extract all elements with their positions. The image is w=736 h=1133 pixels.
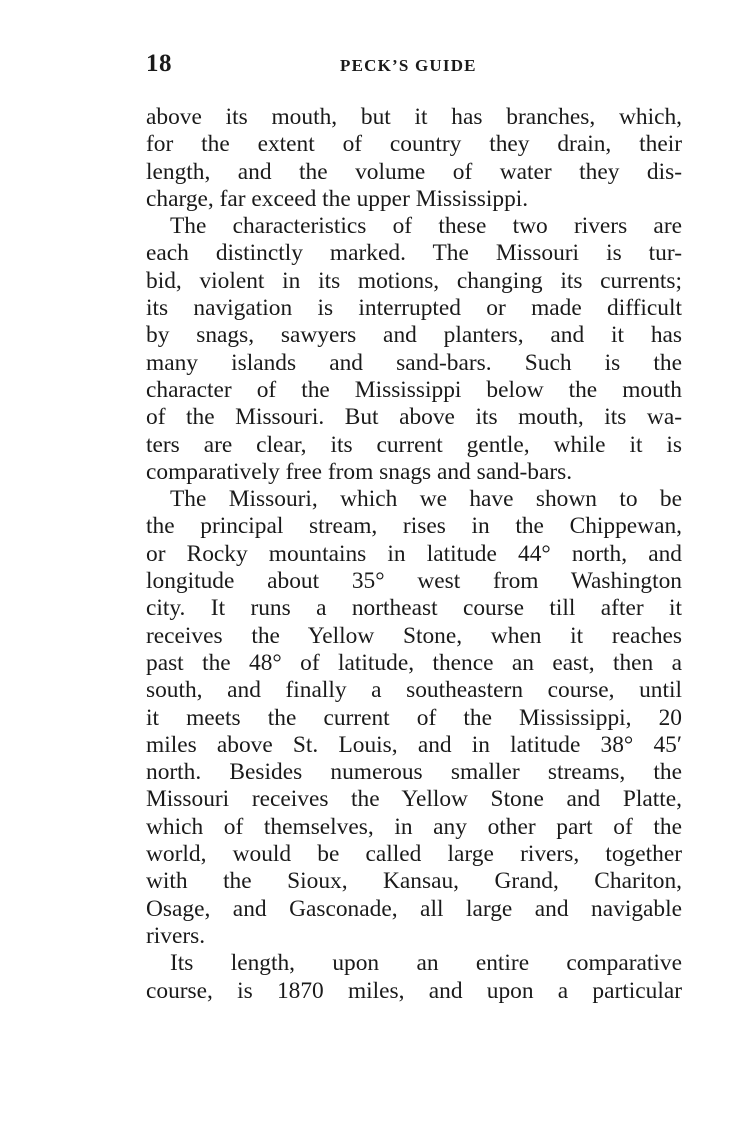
text-line: ters are clear, its current gentle, while it is [146, 431, 682, 458]
text-line: with the Sioux, Kansau, Grand, Chariton, [146, 868, 682, 895]
text-line: The Missouri, which we have shown to be [170, 486, 682, 513]
text-line: for the extent of country they drain, their [146, 131, 682, 158]
text-line: longitude about 35° west from Washington [146, 568, 682, 595]
text-line: rivers. [146, 922, 206, 949]
text-line: south, and finally a southeastern course, until [146, 677, 682, 704]
text-line: bid, violent in its motions, changing its currents; [146, 267, 682, 294]
text-line: city. It runs a northeast course till after it [146, 595, 682, 622]
text-line: character of the Mississippi below the mouth [146, 376, 682, 403]
text-line: charge, far exceed the upper Mississippi. [146, 185, 529, 212]
text-line: which of themselves, in any other part of the [146, 813, 682, 840]
text-line: past the 48° of latitude, thence an east, then a [146, 649, 682, 676]
text-line: above its mouth, but it has branches, which, [146, 104, 682, 130]
text-line: or Rocky mountains in latitude 44° north, and [146, 540, 682, 567]
text-line: of the Missouri. But above its mouth, its wa- [146, 404, 682, 431]
running-head: PECK’S GUIDE [340, 56, 477, 75]
text-line: The characteristics of these two rivers are [170, 213, 682, 240]
text-line: receives the Yellow Stone, when it reaches [146, 622, 682, 649]
text-line: world, would be called large rivers, together [146, 841, 682, 868]
text-line: the principal stream, rises in the Chippewan, [146, 513, 682, 540]
text-line: comparatively free from snags and sand-bars. [146, 458, 573, 485]
text-line: Osage, and Gasconade, all large and navigable [146, 895, 682, 922]
text-line: miles above St. Louis, and in latitude 38° 45′ [146, 731, 682, 758]
page-header [146, 50, 686, 82]
text-line: Missouri receives the Yellow Stone and Platte, [146, 786, 682, 813]
text-line: north. Besides numerous smaller streams, the [146, 759, 682, 786]
text-line: length, and the volume of water they dis- [146, 158, 682, 185]
text-line: course, is 1870 miles, and upon a particular [146, 977, 682, 1004]
body-text [146, 104, 682, 1005]
text-line: each distinctly marked. The Missouri is tur- [146, 240, 682, 267]
text-line: Its length, upon an entire comparative [170, 950, 682, 977]
text-line: it meets the current of the Mississippi, 20 [146, 704, 682, 731]
text-line: by snags, sawyers and planters, and it has [146, 322, 682, 349]
text-line: many islands and sand-bars. Such is the [146, 349, 682, 376]
text-line: its navigation is interrupted or made difficult [146, 295, 682, 322]
page-number: 18 [146, 50, 172, 77]
